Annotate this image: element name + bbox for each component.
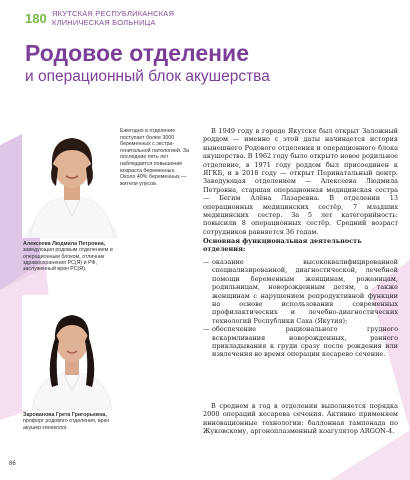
body-paragraph-1 (203, 127, 398, 236)
pink-shape-bottom-right (330, 430, 410, 480)
caption-person-1 (23, 241, 123, 272)
portrait-photo-2 (22, 295, 122, 410)
list-item (203, 258, 398, 325)
person1-name: Алексеева Людмила Петровна, (23, 241, 106, 247)
list-dash: — (203, 325, 210, 334)
caption-person-2 (23, 412, 123, 431)
list-item (203, 325, 398, 359)
side-note: Ежегодно в отделение поступает более 3000 беременных с экстра-генитальной патологией. За последние пять лет наблюдается повышение возраста беременных. Около 40% беременных — жители улусов. (120, 128, 189, 187)
body-paragraph-1-text: В 1949 году в городе Якутске был открыт Заложный роддом — именно с этой даты начинается история нынешнего Родового отделения и операционного блока акушерства. В 1962 году было открыто новое родильное отделение, в 1971 году роддом был присоединен к ЯГКБ, и в 2018 году — открыт Перинатальный центр. Заведующая отделением — Алексеева Людмила Петровна, старшая операционная медицинская сестра — Бегим Алёна Лазаревна. В отделении 13 операционных медицинских сестёр, 7 младших медицинских сестер. За 5 лет категорийность: повысили 8 операционных сестёр. Средний возраст сотрудников равняется 36 годам. (203, 127, 398, 236)
page-header (0, 0, 410, 36)
page-subtitle: и операционный блок акушерства (25, 68, 270, 85)
page-title: Родовое отделение (25, 40, 249, 66)
portrait-photo-1 (22, 120, 122, 238)
list-item-text: оказание высококвалифицированной специализированной, диагностической, лечебной помощи беременным женщинам, роженицам, родильницам, новорожденным детям, а также женщинам с нарушением репродуктивной функции на основе использования современных профилактических и лечебно-диагностических технологий Республики Саха (Якутия); (212, 258, 398, 325)
hospital-name (52, 9, 174, 27)
list-item-text: обеспечение рационального грудного вскармливания новорожденных, раннего прикладывания к груди сразу после рождения или извлечения во время операции кесарево сечение. (212, 325, 398, 359)
page-number: 86 (9, 461, 16, 467)
section-subheading: Основная функциональная деятельность отделения: (203, 237, 362, 254)
hospital-name-line2: КЛИНИЧЕСКАЯ БОЛЬНИЦА (52, 18, 156, 27)
list-dash: — (203, 258, 210, 266)
person2-name: Зарованова Грета Григорьевна, (23, 412, 107, 418)
body-paragraph-3: В среднем в год в отделении выполняется порядка 2000 операций кесарева сечения. Активно применяем инновационные технологии: баллонная тампонада по Жуковскому, аргоноплазменный коагулятор ARGON-4. (203, 402, 398, 436)
logo-text: 180 (25, 11, 47, 26)
hospital-name-line1: ЯКУТСКАЯ РЕСПУБЛИКАНСКАЯ (52, 9, 175, 18)
hospital-logo (25, 8, 47, 28)
person1-desc: заведующая родовым отделением и операционным блоком, отличник здравоохранения РС(Я) и РФ, заслуженный врач РС(Я). (23, 247, 113, 273)
person2-desc: профорг родового отделения, врач акушер-гинеколог. (23, 418, 110, 431)
function-list (203, 258, 398, 359)
